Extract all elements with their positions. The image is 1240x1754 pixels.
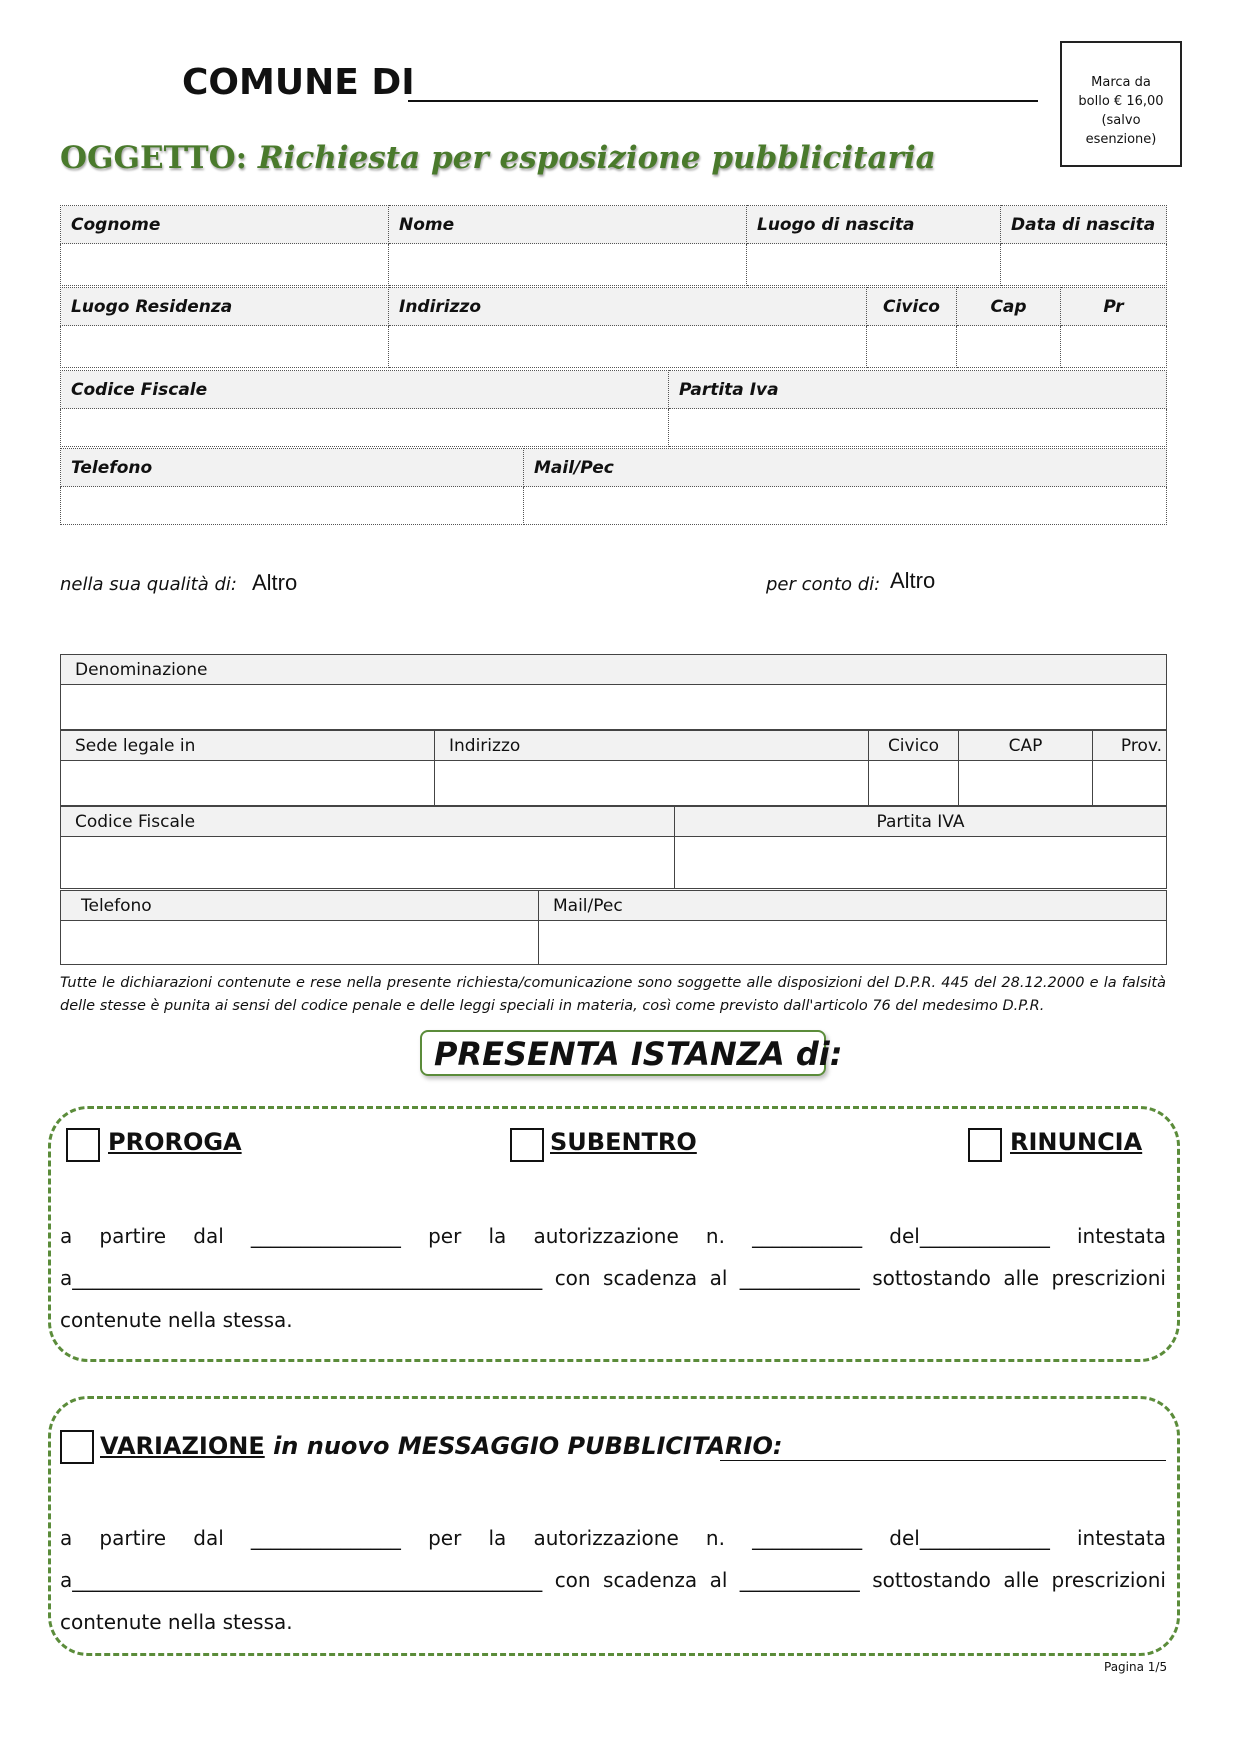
oggetto-text: Richiesta per esposizione pubblicitaria xyxy=(257,140,936,176)
partita-iva-field[interactable] xyxy=(669,409,1167,447)
disclaimer-text: Tutte le dichiarazioni contenute e rese nella presente richiesta/comunicazione sono soggette alle disposizioni del D.P.R. 445 del 28.12.2000 e la falsità delle stesse è punita ai sensi del codice penale e delle leggi speciali in materia, così come previsto dall'articolo 76 del medesimo D.P.R. xyxy=(60,975,1166,1014)
data-nascita-field[interactable] xyxy=(1001,244,1167,286)
comune-name-line[interactable] xyxy=(408,100,1038,102)
word: al xyxy=(709,1568,728,1592)
civico-label: Civico xyxy=(867,288,957,326)
company-prov-field[interactable] xyxy=(1093,761,1167,806)
company-cap-field[interactable] xyxy=(959,761,1093,806)
word: partire xyxy=(99,1526,167,1550)
cognome-label: Cognome xyxy=(61,206,389,244)
word: la xyxy=(488,1526,507,1550)
word: con xyxy=(554,1568,591,1592)
company-mail-field[interactable] xyxy=(539,921,1167,965)
word: a xyxy=(60,1224,73,1248)
word: dal xyxy=(193,1526,224,1550)
comune-title: COMUNE DI xyxy=(182,62,415,103)
word: dal xyxy=(193,1224,224,1248)
nome-field[interactable] xyxy=(389,244,747,286)
word: con xyxy=(554,1266,591,1290)
company-telefono-field[interactable] xyxy=(61,921,539,965)
paragraph-end: contenute nella stessa. xyxy=(60,1610,293,1634)
codice-fiscale-label: Codice Fiscale xyxy=(61,371,669,409)
company-table-row3 xyxy=(60,806,1167,889)
luogo-residenza-field[interactable] xyxy=(61,326,389,368)
word: n. xyxy=(705,1526,725,1550)
word: a xyxy=(60,1526,73,1550)
qualita-select[interactable]: Altro xyxy=(252,570,298,595)
mail-label: Mail/Pec xyxy=(524,449,1167,487)
word: sottostando xyxy=(872,1266,991,1290)
civico-field[interactable] xyxy=(867,326,957,368)
pr-label: Pr xyxy=(1061,288,1167,326)
company-cf-field[interactable] xyxy=(61,837,675,889)
indirizzo-field[interactable] xyxy=(389,326,867,368)
luogo-nascita-field[interactable] xyxy=(747,244,1001,286)
word: la xyxy=(488,1224,507,1248)
cap-field[interactable] xyxy=(957,326,1061,368)
luogo-residenza-label: Luogo Residenza xyxy=(61,288,389,326)
word: scadenza xyxy=(603,1568,698,1592)
company-cap-label: CAP xyxy=(959,731,1093,761)
word: partire xyxy=(99,1224,167,1248)
stamp-line: bollo € 16,00 xyxy=(1078,94,1164,109)
qualita-label: nella sua qualità di: xyxy=(60,574,237,595)
word: sottostando xyxy=(872,1568,991,1592)
company-cf-label: Codice Fiscale xyxy=(61,807,675,837)
stamp-line: Marca da xyxy=(1091,75,1151,90)
variazione-checkbox[interactable] xyxy=(60,1430,94,1464)
company-table-row4 xyxy=(60,890,1167,965)
subentro-checkbox[interactable] xyxy=(510,1128,544,1162)
mail-field[interactable] xyxy=(524,487,1167,525)
numero-blank[interactable]: ___________ xyxy=(752,1526,863,1550)
company-indirizzo-field[interactable] xyxy=(435,761,869,806)
word: alle xyxy=(1003,1266,1040,1290)
messaggio-line[interactable] xyxy=(720,1460,1166,1461)
stamp-line: esenzione) xyxy=(1085,132,1157,147)
numero-blank[interactable]: ___________ xyxy=(752,1224,863,1248)
oggetto-label: OGGETTO: xyxy=(60,140,248,176)
word: alle xyxy=(1003,1568,1040,1592)
proroga-checkbox[interactable] xyxy=(66,1128,100,1162)
word: prescrizioni xyxy=(1051,1266,1166,1290)
del-blank[interactable]: del_____________ xyxy=(889,1224,1050,1248)
telefono-label: Telefono xyxy=(61,449,524,487)
codice-fiscale-field[interactable] xyxy=(61,409,669,447)
word: intestata xyxy=(1076,1526,1166,1550)
denominazione-field[interactable] xyxy=(61,685,1167,730)
word: scadenza xyxy=(603,1266,698,1290)
applicant-table-row4 xyxy=(60,448,1167,525)
cap-label: Cap xyxy=(957,288,1061,326)
page-number: Pagina 1/5 xyxy=(1104,1660,1168,1674)
company-table-row1 xyxy=(60,654,1167,730)
subentro-label: SUBENTRO xyxy=(550,1128,697,1156)
del-blank[interactable]: del_____________ xyxy=(889,1526,1050,1550)
intestata-blank[interactable]: a_______________________________________________ xyxy=(60,1568,543,1592)
nome-label: Nome xyxy=(389,206,747,244)
stamp-line: (salvo xyxy=(1101,113,1141,128)
data-nascita-label: Data di nascita xyxy=(1001,206,1167,244)
istanza-title: PRESENTA ISTANZA di: xyxy=(420,1030,826,1076)
paragraph-row xyxy=(60,1526,1166,1550)
per-conto-select[interactable]: Altro xyxy=(890,568,936,593)
paragraph-end: contenute nella stessa. xyxy=(60,1308,293,1332)
word: intestata xyxy=(1076,1224,1166,1248)
rinuncia-label: RINUNCIA xyxy=(1010,1128,1143,1156)
oggetto-heading xyxy=(60,140,936,176)
variazione-label: VARIAZIONE xyxy=(100,1432,265,1460)
word: prescrizioni xyxy=(1051,1568,1166,1592)
indirizzo-label: Indirizzo xyxy=(389,288,867,326)
paragraph-row xyxy=(60,1568,1166,1592)
applicant-table-row2 xyxy=(60,287,1167,368)
luogo-nascita-label: Luogo di nascita xyxy=(747,206,1001,244)
cognome-field[interactable] xyxy=(61,244,389,286)
company-telefono-label: Telefono xyxy=(61,891,539,921)
telefono-field[interactable] xyxy=(61,487,524,525)
word: autorizzazione xyxy=(533,1224,679,1248)
word: per xyxy=(428,1526,462,1550)
applicant-table-row3 xyxy=(60,370,1167,447)
applicant-table-row1 xyxy=(60,205,1167,286)
dal-blank[interactable]: _______________ xyxy=(250,1526,401,1550)
proroga-label: PROROGA xyxy=(108,1128,242,1156)
paragraph-row xyxy=(60,1224,1166,1248)
company-civico-label: Civico xyxy=(869,731,959,761)
company-civico-field[interactable] xyxy=(869,761,959,806)
variazione-rest: in nuovo MESSAGGIO PUBBLICITARIO: xyxy=(273,1432,783,1460)
company-mail-label: Mail/Pec xyxy=(539,891,1167,921)
company-indirizzo-label: Indirizzo xyxy=(435,731,869,761)
variazione-line xyxy=(100,1432,782,1460)
sede-legale-label: Sede legale in xyxy=(61,731,435,761)
word: per xyxy=(428,1224,462,1248)
partita-iva-label: Partita Iva xyxy=(669,371,1167,409)
paragraph-row xyxy=(60,1266,1166,1290)
rinuncia-checkbox[interactable] xyxy=(968,1128,1002,1162)
sede-legale-field[interactable] xyxy=(61,761,435,806)
denominazione-label: Denominazione xyxy=(61,655,1167,685)
company-piva-label: Partita IVA xyxy=(675,807,1167,837)
intestata-blank[interactable]: a_______________________________________________ xyxy=(60,1266,543,1290)
company-prov-label: Prov. xyxy=(1093,731,1167,761)
scadenza-blank[interactable]: ____________ xyxy=(739,1266,860,1290)
word: al xyxy=(709,1266,728,1290)
stamp-box xyxy=(1060,41,1182,167)
word: autorizzazione xyxy=(533,1526,679,1550)
company-piva-field[interactable] xyxy=(675,837,1167,889)
scadenza-blank[interactable]: ____________ xyxy=(739,1568,860,1592)
word: n. xyxy=(705,1224,725,1248)
pr-field[interactable] xyxy=(1061,326,1167,368)
dal-blank[interactable]: _______________ xyxy=(250,1224,401,1248)
per-conto-label: per conto di: xyxy=(766,574,881,595)
company-table-row2 xyxy=(60,730,1167,806)
